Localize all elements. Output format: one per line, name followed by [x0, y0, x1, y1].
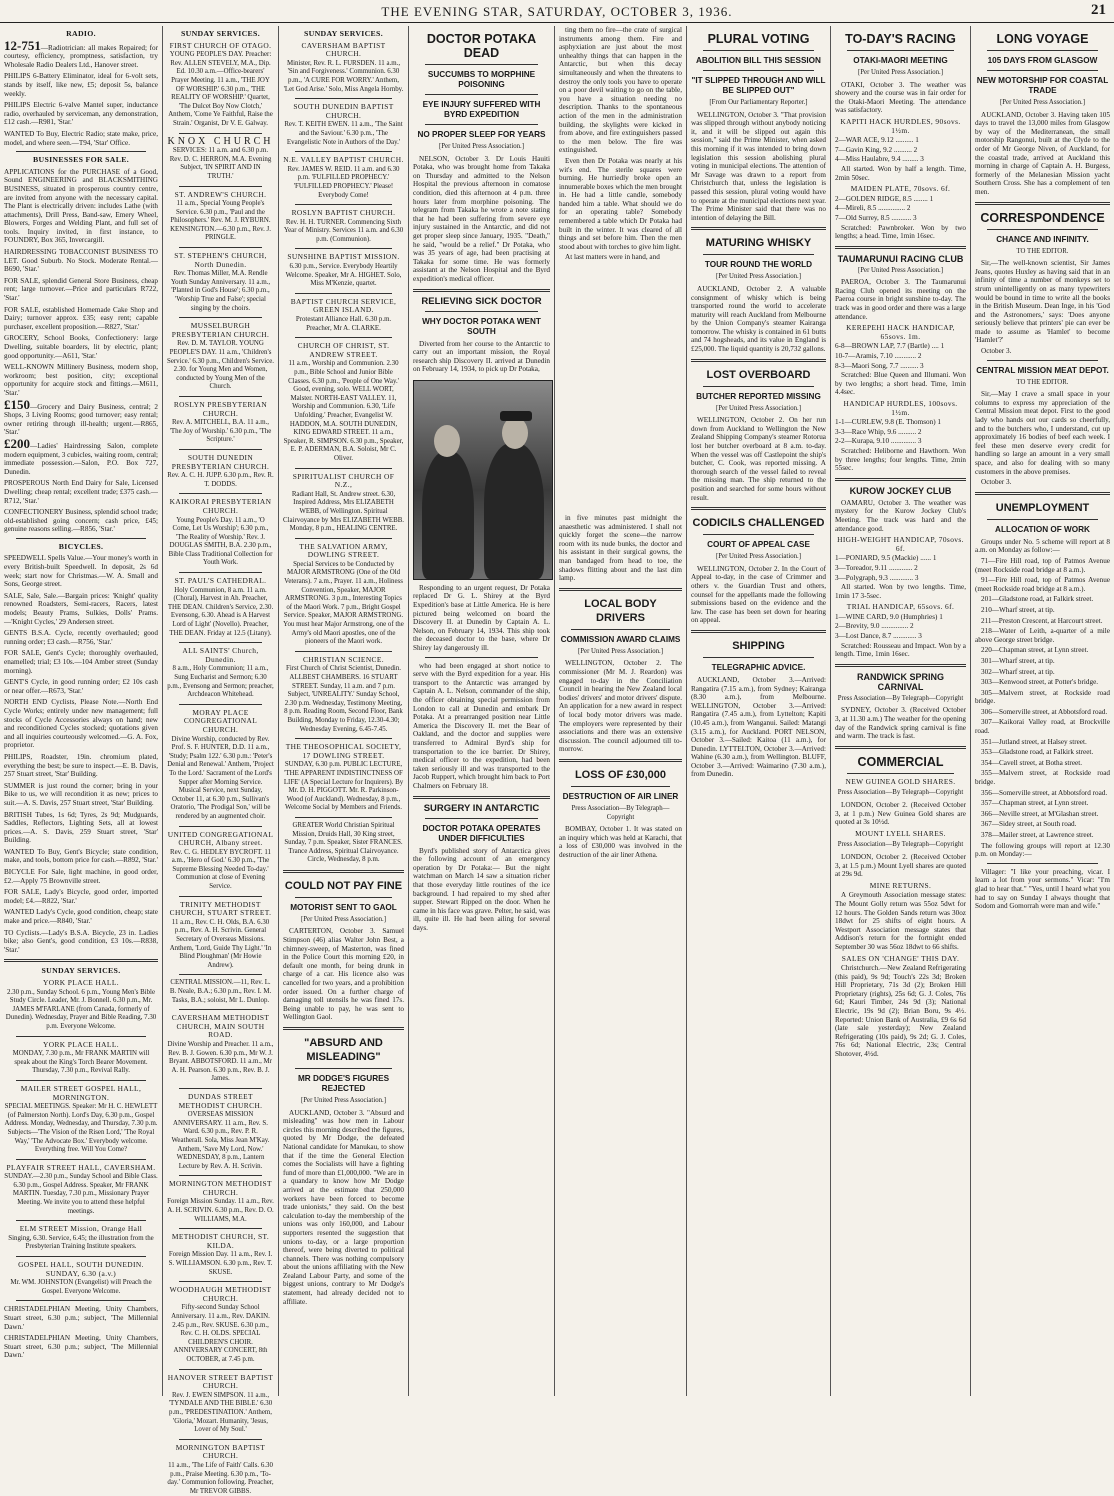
work-group: 303—Kenwood street, at Potter's bridge.: [981, 678, 1099, 687]
classified-ad: NORTH END Cyclists, Please Note.—North End Cycle Works; entirely under new management; full stocks of Cycle Accessories always on hand; new and reconditioned Cycles stocked; quotations given and all inquiries courteously welcomed.—G. A. Fox, proprietor.: [4, 698, 158, 750]
subheadline: DESTRUCTION OF AIR LINER: [562, 791, 679, 801]
classified-ad: SPEEDWELL Spells Value.—Your money's worth in every British-built Speedwell. In deposit, 2s 6d week; start now for Christmas.—W. A. Small and Sons, George street.: [4, 554, 158, 589]
service-details: 2.30 p.m., Sunday School. 6 p.m., Young Men's Bible Study Circle. Leader, Mr. J. Bonnell. 6.30 p.m., Mr. JAMES M'FARLANE (from Canada, formerly of Dunedin). Wednesday, Prayer and Bible Reading, 7.30 p.m. Everyone Welcome.: [5, 988, 157, 1030]
subheadline: MOTORIST SENT TO GAOL: [290, 902, 397, 912]
race-name: HANDICAP HURDLES, 100sovs. 1½m.: [843, 399, 958, 417]
article-body: LONDON, October 2. (Received October 3, at 1 p.m.) New Guinea Gold shares are quoted at 3s 10½d.: [835, 801, 966, 827]
service-details: Special Services to be Conducted by MAJOR ARMSTRONG (One of the Old Veterans). 7 a.m., Prayer. 11 a.m., Holiness Convention, Speaker, MAJOR ARMSTRONG. 3 p.m., Interesting Topics of the Maori Work. 7 p.m., Bright Gospel Service. Speaker, MAJOR ARMSTRONG. You must hear Major Armstrong, one of the Army's old Maori apostles, one of the pioneers of the Maori work.: [283, 560, 404, 646]
service-details: CENTRAL MISSION.—11, Rev. L. B. Neale, B.A.; 6.30 p.m., Rev. I. M. Tasks, B.A.; soloist, Mr L. Dunlop.: [169, 979, 272, 1004]
headline: RANDWICK SPRING CARNIVAL: [857, 671, 944, 692]
church-name: YORK PLACE HALL.: [43, 1039, 119, 1049]
article-body: AUCKLAND, October 3. Having taken 105 days to travel the 13,000 miles from Glasgow by way of the Mediterranean, the small motorship Rangonui, built at the Clyde to the order of Mr George Niven, of Auckland, for the coastal trade, arrived at Auckland this morning in charge of Captain A. H. Burgess, formerly of the Melanesian Mission yacht Southern Cross. She has a complement of ten men.: [975, 110, 1110, 196]
race-result: 3-3—Race Whip, 9.6 .......... 2: [835, 427, 922, 436]
church-name: TRINITY METHODIST CHURCH, STUART STREET.: [169, 899, 272, 918]
classified-ad: SUMMER is just round the corner; bring in your Bike to us, we will recondition it as new; prices to suit.—A. S. Davis, 257 Stuart street, 'Star' Building.: [4, 781, 158, 807]
headline: LOCAL BODY DRIVERS: [584, 597, 657, 624]
service-details: Young People's Day. 11 a.m., 'O Come, Let Us Worship'; 6.30 p.m., 'The Reality of Worship.' Rev. J. DOUGLAS SMITH, B.A. 2.30 p.m., Bible Class Traditional Collection for Youth Work.: [168, 516, 273, 567]
classified-ad: £200—Ladies' Hairdressing Salon, complete modern equipment, 3 cubicles, waiting room, central; immediate possession.—Salon, P.O. Box 727, Dunedin.: [4, 435, 158, 476]
classified-ad: WANTED To Buy, Gent's Bicycle; state condition, make, and tools, bottom price for cash.—R892, 'Star.': [4, 847, 158, 865]
item-heading: MOUNT LYELL SHARES.: [855, 828, 946, 838]
byline: [Per United Press Association.]: [716, 553, 801, 561]
race-name: KAPITI HACK HURDLES, 90sovs. 1½m.: [840, 116, 961, 135]
letter-body: Sir,—The well-known scientist, Sir James Jeans, quotes Huxley as having said that in an infinity of time a number of monkeys set to strum unintelligently on as many typewriters would be bound in time to write all the books in the British Museum. Dean Inge, in his 'God and the Astronomers,' says: 'Does anyone seriously believe that printers' pie can ever be made to assume as 'Hamlet' to become 'Hamlet'?': [975, 259, 1110, 345]
service-details: 11 a.m., 'The Life of Faith' Calls. 6.30 p.m., Praise Meeting. 6.30 p.m., 'To-day.' Communion following. Preacher, Mr TREVOR GIBBS.: [167, 1461, 274, 1495]
service-details: Foreign Mission Day. 11 a.m., Rev. I. S. WILLIAMSON. 6.30 p.m., Rev. T. SKUSE.: [168, 1251, 273, 1276]
subheadline: COURT OF APPEAL CASE: [707, 540, 810, 550]
work-group: 220—Chapman street, at Lynn street.: [981, 646, 1089, 655]
work-group: 354—Cavell street, at Botha street.: [981, 758, 1082, 767]
article-body: LONDON, October 2. (Received October 3, at 1.5 p.m.) Mount Lyell shares are quoted at 29s 9d.: [835, 852, 966, 879]
race-notes: All started. Won by two lengths. Time, 1min 17 3-5sec.: [835, 583, 966, 600]
service-details: YOUNG PEOPLE'S DAY. Preacher: Rev. ALLEN STEVELY, M.A., Dip. Ed. 10.30 a.m.—Office-bearers' Prayer Meeting. 11 a.m., 'THE JOY OF WORSHIP.' 6.30 p.m., 'THE REALITY OF WORSHIP.' Quartet, 'The Dulcet Boy Now Clotch,' Anthem, 'Come Ye Faithful, Raise the Strain.' Organist, Dr V. E. Galway.: [168, 51, 273, 127]
service-details: Rev. D. M. TAYLOR. YOUNG PEOPLE'S DAY. 11 a.m., 'Children's Service.' 6.30 p.m., Children's Service. 2.30. for Young Men and Women, conducted by Young Men of the Church.: [167, 340, 274, 391]
subheadline: 105 DAYS FROM GLASGOW: [987, 56, 1098, 65]
classified-ad: SALE, Sale, Sale.—Bargain prices: 'Knight' quality renowned Roadsters, Semi-racers, Racers, latest models; Beauty Prams, Sulkies, Dolls' Prams.—'Knight Cycles,' 29 Andersen street.: [4, 591, 158, 626]
column-news-continued: [554, 26, 686, 1396]
byline: [Per United Press Association.]: [439, 143, 524, 150]
subheadline: "IT SLIPPED THROUGH AND WILL BE SLIPPED OUT": [691, 76, 826, 95]
column-sunday-services-2: [278, 26, 408, 1396]
classified-ad: WANTED To Buy, Electric Radio; state make, price, model, and where seen.—T94, 'Star' Office.: [4, 129, 158, 147]
subheadline: TOUR ROUND THE WORLD: [704, 260, 813, 270]
subheadline: BUTCHER REPORTED MISSING: [696, 391, 821, 401]
column-racing-commercial: [830, 26, 970, 1396]
church-name: SOUTH DUNEDIN BAPTIST CHURCH.: [293, 102, 394, 120]
church-name: THE THEOSOPHICAL SOCIETY, 17 DOWLING STREET.: [285, 742, 402, 760]
headline: UNEMPLOYMENT: [995, 501, 1090, 514]
subheadline: COMMISSION AWARD CLAIMS: [560, 634, 681, 644]
classified-ad: GROCERY, School Books, Confectionery: large Dwelling, suitable boarders, lit by electric, plant; good opportunity.—A611, 'Star.': [4, 334, 158, 360]
church-name: ST. STEPHEN'S CHURCH, North Dunedin.: [174, 251, 267, 269]
work-group: 306—Somerville street, at Abbotsford road.: [981, 707, 1108, 716]
section-header-sunday-services: SUNDAY SERVICES.: [181, 29, 260, 38]
service-details: 11 a.m., Worship and Communion. 2.30 p.m., Bible School and Junior Bible Classes. 6.30 p.m., 'People of One Way.' Good, evening, solo. WELL WORT, Malster. NORTH-EAST VALLEY. 11, Worship and Communion. 6.30, 'Life Unfolding.' Preacher, Evangelist W. HADDON, M.A. SOUTH DUNEDIN, KING EDWARD STREET. 11 a.m., Speaker, R. SIMPSON. 6.30 p.m., Speaker, E. P. ADERMAN, B.A. Soloist, Mr C. Oliver.: [283, 360, 404, 462]
subheadline: ALLOCATION OF WORK: [995, 524, 1090, 534]
byline: [Per United Press Association.]: [1000, 99, 1085, 106]
church-name: UNITED CONGREGATIONAL CHURCH, Albany street.: [167, 829, 274, 848]
church-name: ROSLYN BAPTIST CHURCH.: [291, 208, 396, 218]
byline: Press Association—By Telegraph—Copyright: [837, 694, 964, 702]
classified-ad: PHILIPS, Roadster, 19in. chromium plated, everything the best; be sure to inspect.—E. B. Davis, 257 Stuart street, 'Star' Building.: [4, 752, 158, 779]
headline: SHIPPING: [732, 639, 785, 652]
byline: Press Association—By Telegraph—Copyright: [837, 841, 964, 849]
work-group: 378—Mailer street, at Lawrence street.: [981, 831, 1094, 839]
race-result: 1—PONIARD, 9.5 (Mackie) ...... 1: [835, 554, 937, 563]
work-group: 91—Fire Hill road, top of Patmos Avenue (meet Rockside road bridge at 8 a.m.).: [975, 576, 1110, 593]
byline: [Per United Press Association.]: [716, 404, 801, 412]
church-name: SOUTH DUNEDIN PRESBYTERIAN CHURCH.: [171, 452, 270, 471]
service-details: OVERSEAS MISSION ANNIVERSARY. 11 a.m., Rev. S. Ward. 6.30 p.m., Rev. P. R. Weatherall. Sola, Miss Jean M'Kay. Anthem, 'Save My Lord, Now.' WEDNESDAY, 8 p.m., Lantern Lecture by Rev. A. H. Scrivin.: [171, 1111, 270, 1170]
headline: KUROW JOCKEY CLUB: [849, 485, 952, 496]
service-details: Minister, Rev. R. L. FURSDEN. 11 a.m., 'Sin and Forgiveness.' Communion. 6.30 p.m., 'A CURE FOR WORRY.' Anthem, 'Let God Arise.' Solo, Miss Angela Hornby.: [283, 59, 404, 93]
service-details: SUNDAY, 6.30 p.m. PUBLIC LECTURE, 'THE APPARENT INDISTINCTNESS OF LIFE' (A Special Lecture for Inquirers). By Mr. D. H. PIGGOTT. Mr. R. Parkinson-Wood (of Auckland). Wednesday, 8 p.m., Welcome Social by Members and Friends.: [283, 761, 404, 812]
classified-ad: FOR SALE, splendid General Store Business, cheap rent; large turnover.—Price and particulars R722, 'Star.': [4, 276, 158, 303]
byline: [Per United Press Association.]: [858, 266, 943, 274]
service-details: Mr. WM. JOHNSTON (Evangelist) will Preach the Gospel. Everyone Welcome.: [10, 1279, 152, 1295]
classified-ad: WELL-KNOWN Millinery Business, modern shop, workroom; best position, city; exceptional opportunity for acquire stock and fittings.—M611, 'Star.': [4, 363, 158, 397]
service-details: Divine Worship and Preacher. 11 a.m., Rev. B. J. Gowen. 6.30 p.m., Mr W. J. Bryant. ABBOTSFORD. 11 a.m., Mr A. H. Pearson. 6.30 p.m., Rev. B. J. James.: [167, 1040, 274, 1083]
service-details: MONDAY, 7.30 p.m., Mr FRANK MARTIN will speak about the King's Torch Bearer Movement. Thursday, 7.30 p.m., Revival Rally.: [12, 1050, 150, 1075]
church-name: GOSPEL HALL, SOUTH DUNEDIN. SUNDAY, 6.30 (a.v.): [18, 1260, 144, 1278]
subheadline: SUCCUMBS TO MORPHINE POISONING: [427, 70, 536, 89]
classified-ad: GENTS B.S.A. Cycle, recently overhauled; good running order; £3 cash.—R756, 'Star.': [4, 629, 158, 646]
work-group: 367—Sidey street, at South road.: [981, 820, 1077, 829]
letter-date: October 3.: [981, 347, 1012, 356]
race-result: 2—GOLDEN RIDGE, 8.5 ........ 1: [835, 194, 934, 203]
headline: LOST OVERBOARD: [706, 368, 811, 381]
church-name: MUSSELBURGH PRESBYTERIAN CHURCH.: [171, 321, 270, 339]
item-heading: SALES ON 'CHANGE' THIS DAY.: [841, 953, 960, 963]
race-notes: All started. Won by half a length. Time, 2min 50sec.: [835, 164, 966, 182]
church-name: ALL SAINTS' Church, Dunedin.: [182, 646, 259, 664]
work-group: 210—Wharf street, at tip.: [981, 605, 1055, 614]
race-result: 2-2—Kurapa, 9.10 .............. 3: [835, 437, 922, 446]
subheadline: OTAKI-MAORI MEETING: [853, 56, 948, 65]
byline: [Per United Press Association.]: [301, 1097, 386, 1104]
service-details: 6.30 p.m., Service. Everybody Heartily Welcome. Speaker, Mr A. HIGHET. Solo, Miss M'Kenzie, quartet.: [285, 263, 402, 288]
race-notes: Scratched: Heliborne and Hawthorn. Won by three lengths; four lengths. Time, 2min 55sec.: [835, 446, 966, 473]
article-body: Diverted from her course to the Antarctic to carry out an important mission, the Royal research ship Discovery II. arrived at Dunedin on February 14, 1934, to pick up Dr Potaka,: [413, 339, 550, 374]
church-name: BAPTIST CHURCH SERVICE, GREEN ISLAND.: [290, 296, 397, 315]
item-heading: MINE RETURNS.: [869, 880, 932, 890]
letter-heading: CENTRAL MISSION MEAT DEPOT.: [976, 365, 1109, 375]
work-group: 211—Preston Crescent, at Harcourt street.: [981, 616, 1103, 625]
to-the-editor: TO THE EDITOR.: [1016, 378, 1069, 386]
article-body: AUCKLAND, October 3. "Absurd and misleading" was how men in Labour circles this morning described the figures, quoted by Mr Dodge, the defeated National candidate for Manukau, to show that if the time the General Election comes the Socialists will have a fighting fund of more than £1,000,000. "We are in a quandary to know how Mr Dodge arrived at the estimate that 250,000 workers have been forced to become trade unionists," they said. On the best calculation to-day the membership of the unions was only 160,000, and Labour supporters resented the suggestion that unions to-day, or a large proportion thereof, were being diverted to political channels. There was nothing compulsory about the unions affiliating with the New Zealand Labour Party, and some of the biggest unions, contrary to Mr Dodge's statement, had already decided not to affiliate.: [283, 1108, 404, 1306]
masthead: [0, 0, 1114, 23]
work-group: 355—Malvern street, at Rockside road bridge.: [975, 769, 1110, 787]
church-name: CHRISTIAN SCIENCE.: [302, 654, 385, 664]
service-details: Divine Worship, conducted by Rev. Prof. S. F. HUNTER, D.D. 11 a.m., 'Study; Psalm 122.' 6.30 p.m.: 'Peter's Denial and Renewal.' Anthem, 'Project To the Lord.' Sacrament of the Lord's Supper after Morning Service. Musical Service, next Sunday, October 11, at 6.30 p.m., Sullivan's Oratorio, 'The Prodigal Son,' will be rendered by an augmented choir.: [167, 735, 274, 820]
column-sunday-services-1: [162, 26, 278, 1495]
classified-ad: HAIRDRESSING TOBACCONIST BUSINESS TO LET. Good Suburb. No Stock. Moderate Rental.—B690, 'Star.': [4, 248, 158, 274]
church-name: MORNINGTON BAPTIST CHURCH.: [175, 1442, 266, 1461]
article-body: CARTERTON, October 3. Samuel Stimpson (46) alias Walter John Best, a chimney-sweep, of Masterton, was fined in the Police Court this morning £20, in default one month, for being drunk in charge of a car. His licence also was cancelled for two years, and a prohibition order issued. On a further charge of damaging toll utensils he was fined 17s. Being unable to pay, he was sent to Wellington Gaol.: [283, 927, 404, 1022]
service-details: Rev. Thomas Miller, M.A. Rendle Youth Sunday Anniversary. 11 a.m., 'Planted in God's House'; 6.30 p.m., 'Worship True and False'; special singing by the choirs.: [170, 270, 271, 312]
classified-ad: CHRISTADELPHIAN Meeting, Unity Chambers, Stuart street, 6.30 p.m.; subject, 'The Millennial Dawn.': [4, 1334, 158, 1360]
service-details: Rev. A. C. H. JUPP. 6.30 p.m., Rev. R. T. DODDS.: [167, 472, 274, 488]
section-headline: COMMERCIAL: [857, 754, 944, 769]
headline: TAUMARUNUI RACING CLUB: [837, 253, 964, 264]
church-name: PLAYFAIR STREET HALL, CAVERSHAM.: [6, 1162, 156, 1172]
article-body: who had been engaged at short notice to serve with the Byrd expedition for a year. His transport to the Antarctic was arranged by Captain A. L. Nelson, commander of the ship, the officer obtaining special permission from London to call at Dunedin and embark Dr Potaka. At a prearranged position near Little America the Discovery II. met the Bear of Oakland, and the doctor and supplies were transferred to Admiral Byrd's ship for transportation to the ice barrier. Dr Shirey, medical officer to the expedition, had been taken seriously ill and was transported to the Jacob Ruppert, which brought him back to Port Chalmers on February 18.: [413, 661, 550, 790]
article-body: Even then Dr Potaka was nearly at his wit's end. The sterile squares were burning. He hurriedly broke open an innumerable boxes which the men brought in. He had a little candle, somebody handed him a table. What should we do for an operating table? Somebody remembered a table which Dr Potaka had built in the winter. It was cleared of all things and set before him. Then the men stood about with torches to give him light.: [559, 156, 682, 251]
service-details: Holy Communion, 8 a.m. 11 a.m. (Choral), Harvest in Ah. Preacher, THE DEAN. Children's Service, 2.30. Evensong, 6.30. Ahead is A Harvest Lord of Light' (Novello). Preacher, THE DEAN. Friday at 12.5 (Litany).: [167, 586, 274, 637]
byline: [Per United Press Association.]: [858, 69, 943, 76]
race-name: HIGH-WEIGHT HANDICAP, 70sovs. 6f.: [837, 535, 964, 553]
race-name: MAIDEN PLATE, 70sovs. 6f.: [850, 184, 951, 194]
article-body: in five minutes past midnight the anaesthetic was administered. I shall not quickly forget the scene—the narrow room with its nude bunks, the doctor and his assistant in their surgical gowns, the man bandaged from head to toe, the shadows flitting about and the last dim lamp.: [559, 514, 682, 583]
classified-ad: CONFECTIONERY Business, splendid school trade; old-established going concern; cash price, £45; genuine reasons selling.—R856, 'Star.': [4, 508, 158, 534]
letter-body: Sir,—May I crave a small space in your columns to express my appreciation of the Central Mission meat depot. First to the good lady who hands out our cards so cheerfully, and to the butchers who, I understand, cut up approximately 16 bodies of beef each week. I feel these men deserve every credit for handling so large an amount in a very small space, and also for dealing with so many customers in the above premises.: [975, 390, 1110, 476]
section-header-sunday-services: SUNDAY SERVICES.: [304, 29, 383, 38]
article-body: AUCKLAND, October 3.—Arrived: Rangatira (7.15 a.m.), from Sydney; Kairanga (8.30 a.m.), from Melbourne. WELLINGTON, October 3.—Arrived: Rangatira (7.45 a.m.), from Lyttelton; Kapiti (10.45 a.m.), from Wanganui. Sailed: Matangi (3.15 a.m.), for Auckland. PORT NELSON, October 3.—Sailed: Kaitoa (11 a.m.), for Dunedin. LYTTELTON, October 3.—Arrived: Wahine (6.30 a.m.), from Wellington. BLUFF, October 3.—Arrived: Waimarino (7.30 a.m.), from Dunedin.: [691, 675, 826, 779]
service-details: Rev. J. EWEN SIMPSON. 11 a.m., 'TYNDALE AND THE BIBLE.' 6.30 p.m., 'PREDESTINATION.' Anthem, 'Gloria,' Mozart. Humanity, 'Jesus, Lover of My Soul.': [168, 1391, 273, 1434]
service-details: 11 a.m., Special Young People's Service. 6.30 p.m., 'Paul and the Philosophers.' Rev. M. J. RYBURN. KENSINGTON.—6.30 p.m., Rev. J. PRINGLE.: [170, 200, 271, 242]
race-result: 10-7—Aramis, 7.10 ............ 2: [835, 352, 922, 361]
church-name: KNOX CHURCH: [167, 135, 274, 147]
headline: DOCTOR POTAKA DEAD: [426, 32, 537, 60]
service-details: SPECIAL MEETINGS. Speaker: Mr H. C. HEWLETT (of Palmerston North). Lord's Day, 6.30 p.m., Gospel Address. Monday, Wednesday, and Thursday, 7.30 p.m. Subjects—'The Vision of the Risen Lord,' 'The Royal Way,' 'The Advocate Box.' Everybody welcome. Everything free. Will You Come?: [4, 1103, 158, 1154]
article-body: OAMARU, October 3. The weather was mystery for the Kurow Jockey Club's Meeting. The track was hard and the attendance good.: [835, 498, 966, 533]
classified-ad: £150—Grocery and Dairy Business, central; 2 Shops, 3 Living Rooms; good turnover; easy rental; owner retiring through ill-health; urgent.—R865, 'Star.': [4, 396, 158, 437]
church-name: ST. ANDREW'S CHURCH.: [174, 189, 267, 199]
byline: [Per United Press Association.]: [716, 273, 801, 281]
service-details: Fifty-second Sunday School Anniversary. 11 a.m., Rev. DAKIN. 2.45 p.m., Rev. SKUSE. 6.30 p.m., Rev. C. H. OLDS. SPECIAL CHILDREN'S CHOIR. ANNIVERSARY CONCERT, 8th OCTOBER, at 7.45 p.m.: [171, 1304, 270, 1363]
headline: RELIEVING SICK DOCTOR: [421, 295, 542, 307]
race-notes: Scratched: Rousseau and Impact. Won by a length. Time, 1min 16sec.: [835, 641, 966, 659]
race-result: 6-8—BROWN LAP, 7.7 (Bartle) .... 1: [835, 342, 945, 351]
church-name: MAILER STREET GOSPEL HALL, MORNINGTON.: [20, 1083, 142, 1102]
church-name: YORK PLACE HALL.: [43, 978, 119, 987]
service-details: Rev. C. G. HEDLEY BYCROFT. 11 a.m., 'Hero of God.' 6.30 p.m., 'The Supreme Blessing Needed To-day.' Communion at close of Evening Service.: [170, 848, 271, 891]
page-number: 21: [1091, 2, 1106, 18]
article-body: WELLINGTON, October 2. In the Court of Appeal to-day, in the case of Crimmer and others v. the Guardian Trust and others, counsel for the appellants made the following submissions based on the evidence and the law. The case has been set down for hearing on appeal.: [691, 564, 826, 625]
church-name: WOODHAUGH METHODIST CHURCH.: [169, 1285, 272, 1303]
work-group: 357—Chapman street, at Lynn street.: [981, 799, 1089, 808]
race-name: KEREPEHI HACK HANDICAP, 65sovs. 1m.: [846, 323, 955, 341]
work-group: 301—Wharf street, at tip.: [981, 656, 1055, 665]
letter-heading: CHANCE AND INFINITY.: [996, 234, 1089, 244]
classified-ad: BICYCLE For Sale, light machine, in good order, £2.—Apply 75 Brownville street.: [4, 868, 158, 885]
article-body: The following groups will report at 12.30 p.m. on Monday:—: [975, 841, 1110, 859]
joke: Villager: "I like your preaching, vicar. I learn a lot from your sermons." Vicar: "I'm glad to hear that." "Yes, until I heard what you had to say on Sunday I always thought that Sodom and Gomorrah were man and wife.": [975, 867, 1110, 911]
service-details: SERVICES: 11 a.m. and 6.30 p.m. Rev. D. C. HERRON, M.A. Evening Subject, 'IN SPIRIT AND IN TRUTH.': [169, 147, 272, 180]
race-result: 3—Polygraph, 9.3 ............. 3: [835, 573, 919, 582]
subheadline: WHY DOCTOR POTAKA WENT SOUTH: [422, 316, 541, 336]
subheadline: MR DODGE'S FIGURES REJECTED: [297, 1074, 390, 1093]
column-classifieds: [0, 26, 162, 1396]
article-body: NELSON, October 3. Dr Louis Hauiti Potaka, who was brought home from Takaka on Thursday and admitted to the Nelson Hospital the previous afternoon in comatose condition, died this afternoon at 4 p.m. three hours later from morphine poisoning. The telegram from Takaka he wrote a note stating that he had been suffering from severe eye injury sustained in the Antarctic, and did not get proper sleep since January, 1935. "Death," he said, "would be a relief." Dr Potaka, who was 35 years of age, had been practising at Takaka for some time. He was formerly assistant at the Nelson Hospital and the Byrd expedition's medical officer.: [413, 154, 550, 283]
item-heading: NEW GUINEA GOLD SHARES.: [845, 776, 956, 786]
church-name: CAVERSHAM BAPTIST CHURCH.: [301, 40, 386, 59]
byline: [From Our Parliamentary Reporter.]: [709, 99, 808, 106]
service-details: Rev. T. KEITH EWEN. 11 a.m., 'The Saint and the Saviour.' 6.30 p.m., 'The Evangelistic Note in Authors of the Day.': [284, 121, 403, 146]
section-header-businesses: BUSINESSES FOR SALE.: [33, 155, 129, 165]
letter-date: October 3.: [981, 478, 1012, 487]
service-details: 8 a.m., Holy Communion; 11 a.m., Sung Eucharist and Sermon; 6.30 p.m., Evensong and Sermon; preacher, Archdeacon Whitehead.: [167, 665, 274, 699]
headline: LONG VOYAGE: [996, 32, 1089, 46]
headline: SURGERY IN ANTARCTIC: [423, 802, 540, 814]
classified-ad: APPLICATIONS for the PURCHASE of a Good, Sound ENGINEERING and BLACKSMITHING BUSINESS, situated in prosperous country centre, are invited from anyone with the necessary capital. The Plant is electrically driven: includes Lathe (with attachments), Drill Press, Band-saw, Emery Wheel, Blowers, Forges and Welding Plant, and full set of tools. Inquiry invited, in first instance, to FOUNDRY, Box 365, Invercargill.: [4, 167, 158, 245]
classified-ad: BRITISH Tubes, 1s 6d; Tyres, 2s 9d; Mudguards, Saddles, Reflectors, Lighting Sets, all at lowest prices.—A. S. Davis, 259 Stuart street, 'Star' Building.: [4, 810, 158, 845]
work-group: 356—Somerville street, at Abbotsford road.: [981, 788, 1108, 797]
church-name: ELM STREET Mission, Orange Hall: [19, 1224, 143, 1234]
article-body: WELLINGTON, October 3. "That provision was slipped through without anybody noticing it, and it will be slipped out again this session," said the Prime Minister, when asked this morning if it was intended to bring down legislation this session abolishing plural voting in municipal elections. The attention of Mr Savage was drawn to a report from Christchurch that, unless the legislation is passed this session, plural voting would have to operate at the municipal elections next year. The Prime Minister said that there was no intention of delaying the Bill.: [691, 110, 826, 222]
church-name: HANOVER STREET BAPTIST CHURCH.: [167, 1372, 274, 1391]
church-name: SPIRITUALIST CHURCH OF N.Z.,: [292, 471, 395, 490]
church-name: CAVERSHAM METHODIST CHURCH, MAIN SOUTH ROAD.: [171, 1013, 270, 1040]
subheadline: NEW MOTORSHIP FOR COASTAL TRADE: [976, 76, 1109, 95]
news-photograph: [413, 380, 553, 580]
headline: LOSS OF £30,000: [574, 768, 667, 781]
service-details: Rev. JAMES W. REID. 11 a.m. and 6.30 p.m. 'FULFILLED PROPHECY.' 'FULFILLED PROPHECY.' Please! Everybody Come!: [287, 165, 400, 199]
church-name: ROSLYN PRESBYTERIAN CHURCH.: [173, 399, 268, 418]
byline: Press Association—By Telegraph—Copyright: [571, 804, 670, 821]
headline: CODICILS CHALLENGED: [692, 517, 825, 530]
section-header-radio: RADIO.: [66, 29, 96, 38]
article-body: PAEROA, October 3. The Taumarunui Racing Club opened its meeting on the Paeroa course in bright sunshine to-day. The track was in good order and there was a large attendance.: [835, 278, 966, 321]
service-details: Radiant Hall, St. Andrew street. 6.30, Inspired Address, Mrs ELIZABETH WEBB, of Wellington. Spiritual Clairvoyance by Mrs ELIZABETH WEBB. Monday, 8 p.m., HEALING CENTRE.: [283, 490, 405, 533]
subheadline: EYE INJURY SUFFERED WITH BYRD EXPEDITION: [422, 100, 541, 119]
service-details: Foreign Mission Sunday. 11 a.m., Rev. A. H. SCRIVIN. 6.30 p.m., Rev. D. O. WILLIAMS, M.A.: [167, 1198, 274, 1223]
classified-ad: 12-751—Radiotrician: all makes Repaired; for courtesy, efficiency, promptness, satisfaction, try Wholesale Radio Dealers Ltd., Hanover street.: [4, 37, 158, 69]
work-group: 218—Water of Leith, a-quarter of a mile above George street bridge.: [975, 627, 1110, 644]
section-header-sunday-services: SUNDAY SERVICES.: [41, 966, 121, 976]
work-group: 307—Kaikorai Valley road, at Brockville road.: [975, 718, 1110, 736]
article-body: AUCKLAND, October 2. A valuable consignment of whisky which is being transported round the world to accelerate maturity will reach Auckland from Melbourne by the Union Company's steamer Kairanga tomorrow. The whisky is contained in 61 butts and 74 hogsheads, and its value in England is £25,000. The liquid quantity is 20,732 gallons.: [691, 284, 826, 354]
column-doctor-potaka: [408, 26, 554, 1396]
headline: TO-DAY'S RACING: [845, 32, 956, 46]
article-body: A Greymouth Association message states: The Mount Golly return was 55oz 5dwt for 12 hours. The Golden Sands return was 30oz 18dwt for 25 shifts of eight hours. A Westport Association message states that Addison's return for the fortnight ended September 30 was 56oz 18dwt to 66 shifts.: [835, 891, 966, 951]
church-name: MORNINGTON METHODIST CHURCH.: [169, 1179, 272, 1197]
work-group: 353—Gladstone road, at Falkirk street.: [981, 748, 1094, 757]
race-result: 4—Mireli, 8.5 ............... 2: [835, 204, 911, 213]
race-result: 7—Old Surrey, 8.5 ........... 3: [835, 213, 917, 222]
byline: [Per United Press Association.]: [578, 647, 663, 655]
article-body: Byrd's published story of Antarctica gives the following account of an emergency operation by Dr Potaka:— But the night watchman on March 14 saw a situation richer that those everyday little routines of the ice background. I had repaired to my shed after supper. Stewart Ripped on the door. When he came in his face was grave. Pelter, he said, was ill, quite ill. He had been ailing for several days.: [413, 846, 550, 932]
race-notes: Scratched: Pawnbroker. Won by two lengths; a head. Time, 1min 16sec.: [835, 223, 966, 241]
article-body: WELLINGTON, October 2. The commissioner (Mr M. J. Reardon) was engaged to-day in the Conciliation Council in hearing the New Zealand local bodies' drivers' and motor drivers' dispute. An application for a new award in respect of local body motor drivers was made. The employers were represented by their associations and there was an extensive discussion. The council adjourned till to-morrow.: [559, 659, 682, 754]
work-group: 302—Wharf street, at tip.: [981, 667, 1055, 676]
headline: PLURAL VOTING: [707, 32, 810, 46]
headline: "ABSURD AND MISLEADING": [304, 1037, 383, 1063]
service-details: Rev. H. H. TURNER. Commencing Sixth Year of Ministry. Services 11 a.m. and 6.30 p.m. (Communion).: [283, 218, 404, 243]
article-body: BOMBAY, October 1. It was stated on an inquiry which was held at Karachi, that a loss of £30,000 was involved in the destruction of the air liner Athena.: [559, 825, 682, 859]
article-body: ting them no fire—the crate of surgical instruments among them. Fire and asphyxiation are just about the most unhealthy things that can happen in the Antarctic, but when this decay simultaneously and when the threatens to destroy the only tools you have to operate on a poor devil waiting to go on the table, you have a situation needing no description. Thanks to the spontaneous action of the men in the administration building, the skylights were kicked in from above, and fire extinguishers passed to the men below. The fire was extinguished.: [559, 26, 682, 155]
to-the-editor: TO THE EDITOR.: [1016, 247, 1069, 255]
column-news: [686, 26, 830, 1396]
article-body: WELLINGTON, October 2. On her run down from Auckland to Wellington the New Zealand Shipping Company's steamer Rotorua lost her butcher overboard at 8 a.m. to-day. When the vessel was off Castlepoint the ship's butcher, C. Cook, was reported missing. A thorough search of the vessel failed to reveal the missing man. The ship returned to the position and searched for some hours without result.: [691, 416, 826, 502]
section-headline: CORRESPONDENCE: [980, 210, 1105, 225]
church-name: DUNDAS STREET METHODIST CHURCH.: [178, 1091, 263, 1110]
article-body: Groups under No. 5 scheme will report at 8 a.m. on Monday as follow:—: [975, 537, 1110, 555]
classified-ad: FOR SALE, Lady's Bicycle, good order, imported model; £4.—R822, 'Star.': [4, 888, 158, 905]
article-body: SYDNEY, October 3. (Received October 3, at 11.30 a.m.) The weather for the opening day of the Randwick spring carnival is fine and warm. The track is fast.: [835, 706, 966, 741]
classified-ad: CHRISTADELPHIAN Meeting, Unity Chambers, Stuart street, 6.30 p.m.; subject, 'The Millennial Dawn.': [4, 1305, 158, 1331]
classified-ad: FOR SALE, Gent's Cycle; thoroughly overhauled, enamelled; trial; £3 10s.—104 Amber street (Sunday morning).: [4, 649, 158, 675]
church-name: FIRST CHURCH OF OTAGO.: [169, 40, 272, 50]
church-name: KAIKORAI PRESBYTERIAN CHURCH.: [169, 497, 272, 515]
race-result: 8-3—Maori Song, 7.7 .......... 3: [835, 361, 924, 370]
race-result: 2—WAR ACE, 9.12 .......... 1: [835, 136, 919, 145]
work-group: 351—Jutland street, at Halsey street.: [981, 737, 1087, 746]
church-name: CHURCH OF CHRIST, ST. ANDREW STREET.: [297, 341, 390, 359]
race-result: 1-1—CURLEW, 9.8 (E. Thomson) 1: [835, 418, 942, 427]
service-details: First Church of Christ Scientist, Dunedin. ALLBEST CHAMBERS. 16 STUART STREET. Sunday, 11 a.m. and 7 p.m. Subject, 'UNREALITY.' Sunday School, 2.30 p.m. Wednesday, Testimony Meeting, 8 p.m. Reading Room, Second Floor, Bank Building, Monday to Friday, 12.30-4.30; Wednesday Evening, 6.45-7.45.: [284, 665, 403, 733]
service-details: Singing, 6.30. Service, 6.45; the illustration from the Presbyterian Training Institute speakers.: [8, 1234, 154, 1251]
church-name: SUNSHINE BAPTIST MISSION.: [287, 252, 400, 262]
race-result: 7—Gavin King, 9.2 .......... 2: [835, 145, 918, 154]
race-notes: Scratched: Blue Queen and Illumani. Won by two lengths; a short head. Time, 1min 4.4sec.: [835, 371, 966, 397]
byline: [Per United Press Association.]: [301, 915, 386, 923]
work-group: 201—Gladstone road, at Falkirk street.: [981, 595, 1094, 604]
headline: COULD NOT PAY FINE: [284, 879, 403, 892]
classified-ad: PROSPEROUS North End Dairy for Sale, Licensed Dwelling; cheap rental; excellent trade; £375 cash.—R712, 'Star.': [4, 479, 158, 505]
classified-ad: TO Cyclists.—Lady's B.S.A. Bicycle, 23 in. Ladies bike; also Gent's, good condition, £3 10s.—R838, 'Star.': [4, 928, 158, 954]
church-name: N.E. VALLEY BAPTIST CHURCH.: [283, 155, 404, 165]
race-result: 4—Miss Haulabre, 9.4 ......... 3: [835, 155, 924, 164]
race-name: TRIAL HANDICAP, 65sovs. 6f.: [846, 602, 955, 612]
article-body: OTAKI, October 3. The weather was showery and the course was in fair order for the Otaki-Maori Meeting. The attendance was satisfactory.: [835, 80, 966, 115]
race-result: 3—Lost Dance, 8.7 ............. 3: [835, 632, 922, 641]
headline: MATURING WHISKY: [705, 237, 812, 250]
classified-ad: PHILIPS 6-Battery Eliminator, ideal for 6-volt sets, stands by itself, like new, £5; deposit 5s, balance weekly.: [4, 72, 158, 98]
church-name: ST. PAUL'S CATHEDRAL.: [174, 576, 267, 586]
service-details: 11 a.m., Rev. C. H. Olds, B.A. 6.30 p.m., Rev. A. H. Scrivin. General Secretary of Overseas Missions. Anthem, 'Lord, Guide Thy Light.' 'In Blind Ploughman' (Mr Howie Andrew).: [169, 918, 272, 969]
classified-ad: FOR SALE, established Homemade Cake Shop and Dairy; turnover approx. £35; easy rent; capable purchaser, excellent proposition.—R827, 'Star.': [4, 305, 158, 331]
service-details: SUNDAY.—2.30 p.m., Sunday School and Bible Class. 6.30 p.m., Gospel Address. Speaker, Mr FRANK MARTIN. Tuesday, 7.30 p.m., Missionary Prayer Meeting. We invite you to attend these helpful meetings.: [4, 1173, 158, 1215]
article-body: At last matters were in hand, and: [565, 253, 660, 262]
work-group: 71—Fire Hill road, top of Patmos Avenue (meet Rockside road bridge at 8 a.m.).: [975, 556, 1110, 574]
church-name: THE SALVATION ARMY, DOWLING STREET.: [299, 541, 388, 560]
column-voyage-correspondence: [970, 26, 1114, 1396]
service-details: Rev. A. MITCHELL, B.A. 11 a.m., 'The Joy of Worship.' 6.30 p.m., 'The Scripture.': [169, 419, 272, 444]
classified-ad: WANTED Lady's Cycle, good condition, cheap; state make and price.—R840, 'Star.': [4, 908, 158, 926]
church-name: METHODIST CHURCH, ST. KILDA.: [171, 1232, 270, 1250]
work-group: 305—Malvern street, at Rockside road bridge.: [975, 688, 1110, 706]
race-result: 1—WINE CARD, 9.0 (Humphries) 1: [835, 612, 943, 621]
service-details: Protestant Alliance Hall. 6.30 p.m. Preacher, Mr A. CLARKE.: [295, 316, 392, 332]
article-body: Christchurch.—New Zealand Refrigerating (this paid), 9s 9d; Touch's 22s 3d; Broken Hill Proprietary, 71s 3d (2); Broken Hill Proprietary (rights), 25s 6d; G. J. Coles, 76s 6d; Kauri Timber, 24s 9d (3); National Electric, 19s 9d (2); Brian Boru, 9s 4½. Reported: Union Bank of Australia, £9 6s 6d (late sale yesterday); New Zealand Refrigerating (10s paid), 9s 2d; G. J. Coles, 76s 6d; National Electric, 23s; Central Shotover, 4½d.: [835, 964, 966, 1059]
newspaper-title: THE EVENING STAR, SATURDAY, OCTOBER 3, 1936.: [381, 4, 733, 19]
classified-ad: GENT'S Cycle, in good running order; £2 10s cash or near offer.—R673, 'Star.': [4, 678, 158, 695]
church-name: MORAY PLACE CONGREGATIONAL CHURCH.: [183, 707, 258, 734]
photo-caption: Responding to an urgent request, Dr Potaka replaced Dr G. L. Shirey at the Byrd Expedition's base at Little America. He is here pictured being welcomed on board the Discovery II. at Dunedin by Captain A. L. Nelson, on February 14, 1934. This ship took the deceased doctor to the base, where Dr Shirey lay dangerously ill.: [413, 583, 550, 653]
subheadline: ABOLITION BILL THIS SESSION: [696, 56, 821, 65]
subheadline: NO PROPER SLEEP FOR YEARS: [417, 130, 546, 139]
subheadline: TELEGRAPHIC ADVICE.: [711, 662, 806, 672]
work-group: 366—Neville street, at M'Glashan street.: [981, 809, 1099, 818]
classified-ad: PHILIPS Electric 6-valve Mantel super, inductance radio, overhauled by serviceman, any demonstration, £12 cash.—R981, 'Star.': [4, 101, 158, 127]
byline: Press Association—By Telegraph—Copyright: [837, 789, 964, 797]
service-details: GREATER World Christian Spiritual Mission, Druids Hall, 30 King street, Sunday, 7 p.m. Speaker, Sister FRANCES. Trance Address, Spiritual Clairvoyance. Circle, Wednesday, 8 p.m.: [284, 821, 403, 864]
race-result: 2—Brevity, 9.0 ............... 2: [835, 622, 914, 631]
section-header-bicycles: BICYCLES.: [58, 541, 104, 551]
subheadline: DOCTOR POTAKA OPERATES UNDER DIFFICULTIES: [422, 823, 541, 843]
race-result: 3—Toreador, 9.11 ............. 2: [835, 563, 918, 572]
